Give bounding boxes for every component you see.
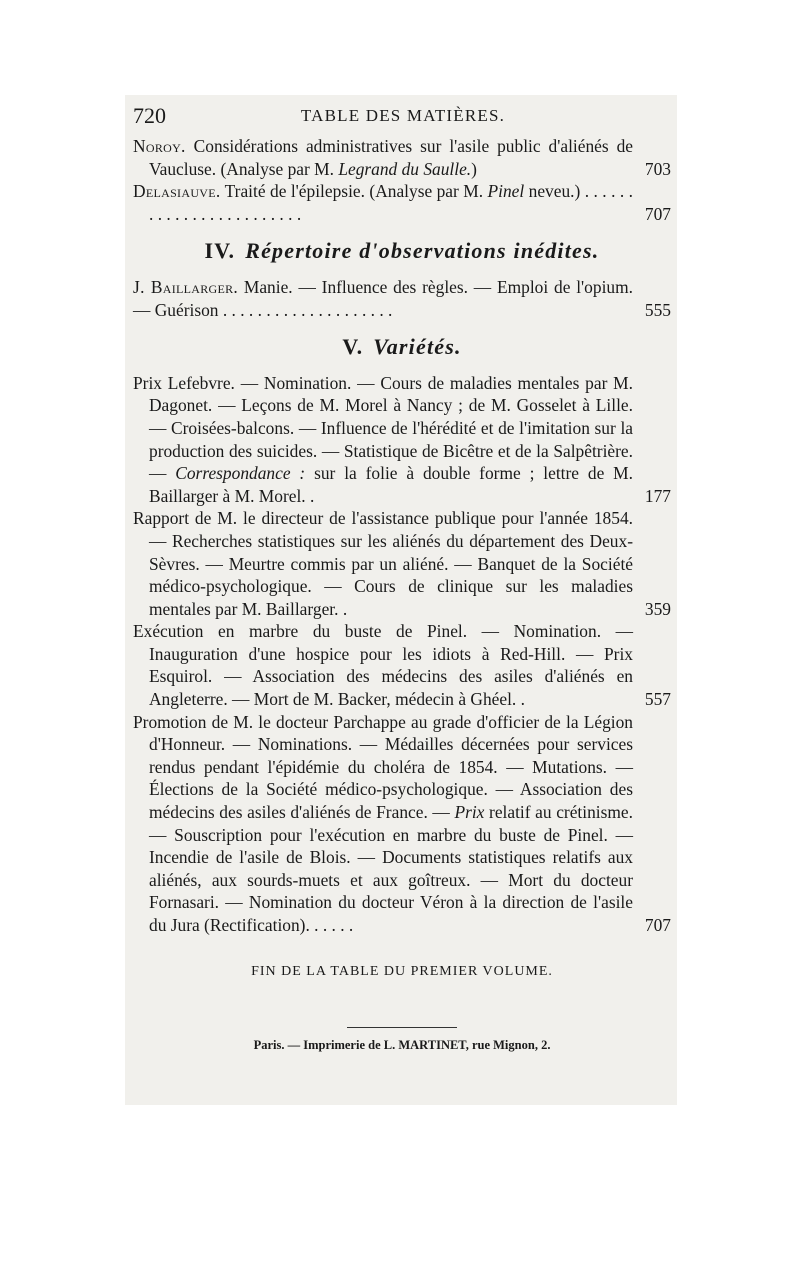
entry-text: Delasiauve. Traité de l'épilepsie. (Analyse par M. Pinel neveu.) . . . . . . . . . . . . . . . . . . . . . . . . (133, 181, 633, 224)
entry-page-number: 707 (644, 915, 671, 935)
entry-page-number: 555 (644, 299, 671, 320)
entry-text: Rapport de M. le directeur de l'assistance publique pour l'année 1854. — Recherches statistiques sur les aliénés du département des Deux-Sèvres. — Meurtre commis par un aliéné. — Banquet de la Société médico-psychologique. — Cours de clinique sur les maladies mentales par M. Baillarger. . (133, 508, 633, 619)
section-numeral: IV. (204, 238, 236, 264)
end-of-table-line: FIN DE LA TABLE DU PREMIER VOLUME. (251, 963, 553, 979)
running-title: TABLE DES MATIÈRES. (300, 106, 506, 125)
entry-page-number: 359 (644, 598, 671, 619)
entry-page-number: 177 (644, 485, 671, 506)
toc-entry (133, 507, 671, 620)
toc-entry (133, 372, 671, 508)
toc-entry (133, 620, 671, 710)
entry-author: J. Baillarger. (133, 276, 239, 297)
page-number: 720 (133, 103, 166, 128)
section-title: Répertoire d'observations inédites. (245, 238, 600, 264)
table-of-contents (133, 135, 671, 1057)
section-heading-v (133, 336, 671, 359)
entry-text: Exécution en marbre du buste de Pinel. — Nomination. — Inauguration d'une hospice pour les idiots à Red-Hill. — Prix Esquirol. — Association des médecins des asiles d'aliénés en Angleterre. — Mort de M. Backer, médecin à Ghéel. . (133, 621, 633, 710)
printer-imprint: Paris. — Imprimerie de L. MARTINET, rue Mignon, 2. (253, 1038, 551, 1053)
divider (347, 1027, 457, 1028)
entry-text: Promotion de M. le docteur Parchappe au grade d'officier de la Légion d'Honneur. — Nominations. — Médailles décernées pour services rendus pendant l'épidémie du choléra de 1854. — Mutations. — Élections de la Société médico-psychologique. — Association des médecins des asiles d'aliénés de France. — Prix relatif au crétinisme. — Souscription pour l'exécution en marbre du buste de Pinel. — Incendie de l'asile de Blois. — Documents statistiques relatifs aux aliénés, aux sourds-muets et aux goîtreux. — Mort du docteur Fornasari. — Nomination du docteur Véron à la direction de l'asile du Jura (Rectification). . . . . . (133, 711, 633, 935)
toc-entry (133, 276, 671, 321)
entry-page-number: 557 (644, 689, 671, 710)
toc-entry (133, 711, 671, 937)
entry-author: Delasiauve. (133, 181, 221, 202)
section-title: Variétés. (373, 334, 462, 360)
toc-entry (133, 135, 671, 180)
entry-text: Prix Lefebvre. — Nomination. — Cours de maladies mentales par M. Dagonet. — Leçons de M. Morel à Nancy ; de M. Gosselet à Lille. — Croisées-balcons. — Influence de l'hérédité et de l'imitation sur la production des suicides. — Statistique de Bicêtre et de la Salpêtrière. — Correspondance : sur la folie à double forme ; lettre de M. Baillarger à M. Morel. . (133, 372, 633, 506)
entry-text: J. Baillarger. Manie. — Influence des règles. — Emploi de l'opium. — Guérison . . . . . . . . . . . . . . . . . . . . (133, 276, 633, 320)
toc-entry (133, 180, 671, 225)
entry-page-number: 703 (644, 158, 671, 179)
book-page (125, 95, 677, 1105)
page-header (133, 103, 673, 133)
entry-author: Noroy. (133, 136, 186, 156)
section-numeral: V. (342, 334, 364, 360)
entry-text: Noroy. Considérations administratives sur l'asile public d'aliénés de Vaucluse. (Analyse par M. Legrand du Saulle.) (133, 136, 633, 179)
entry-page-number: 707 (644, 203, 671, 224)
section-heading-iv (133, 240, 671, 263)
